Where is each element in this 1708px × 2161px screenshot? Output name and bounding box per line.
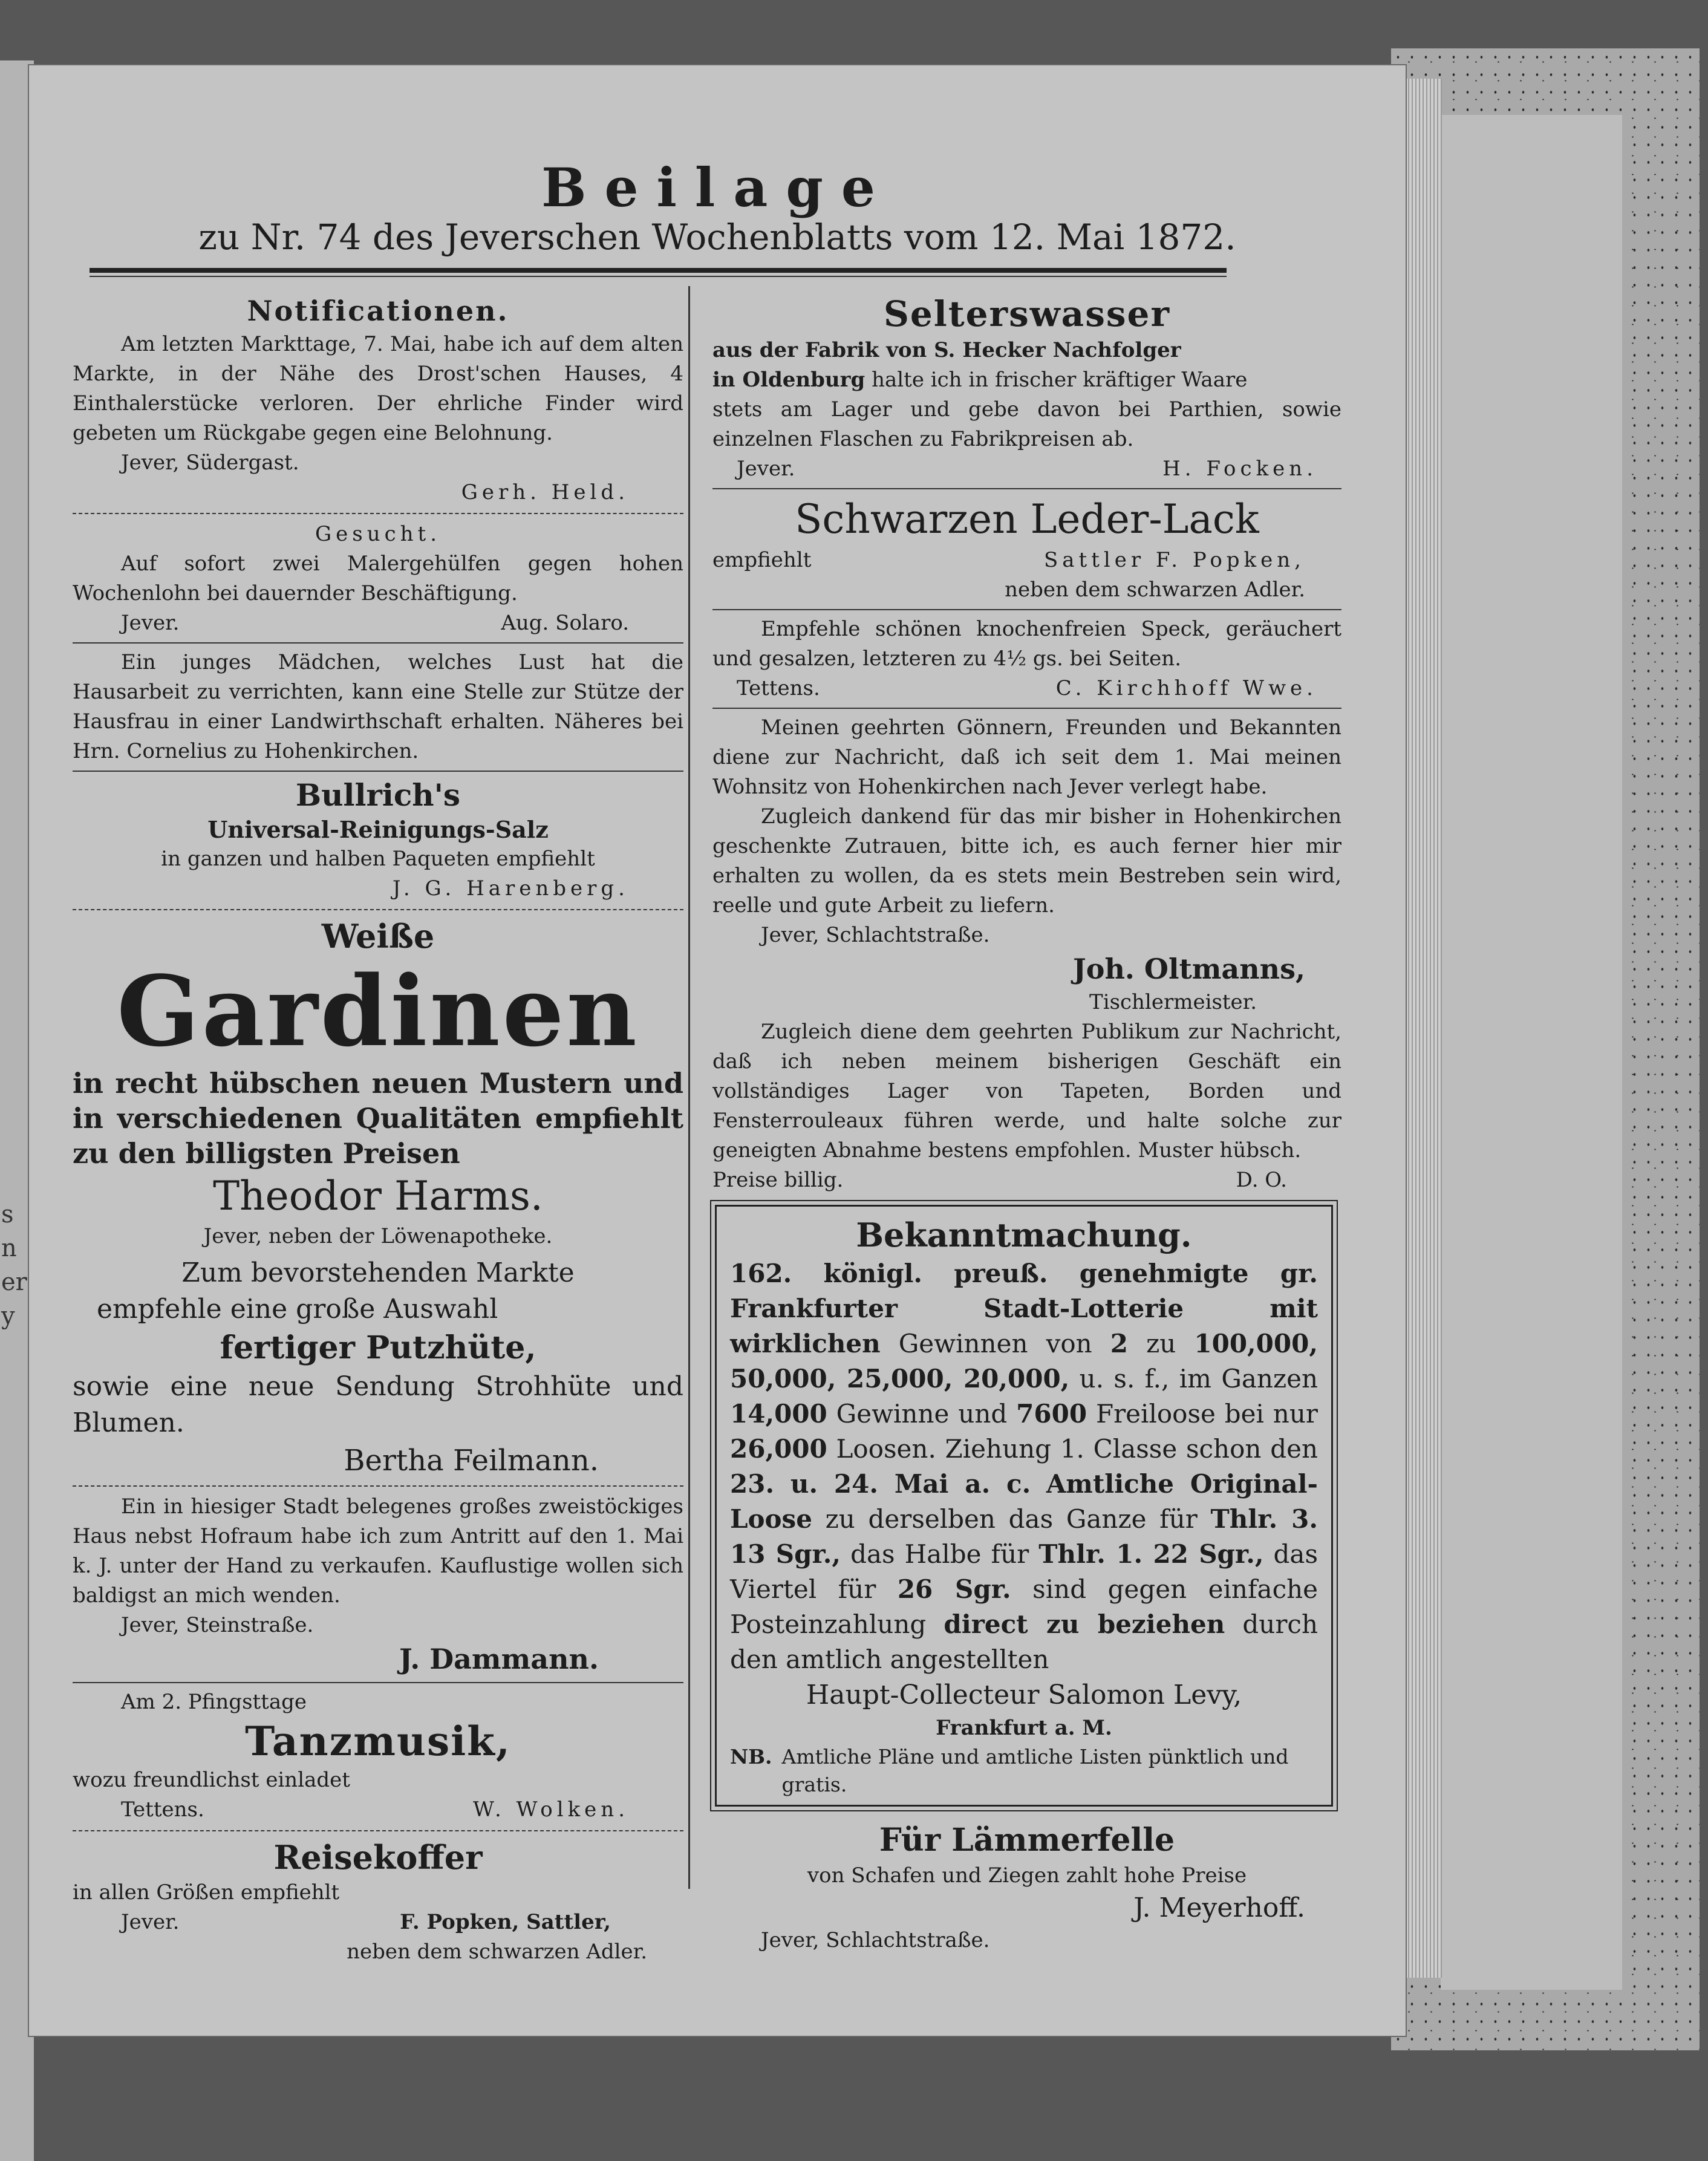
gardinen-body: in recht hübschen neuen Mustern und in verschiedenen Qualitäten empfiehlt zu den billigsten Preisen — [73, 1067, 683, 1170]
reise-place: Jever. — [121, 1910, 180, 1934]
tanz-place: Tettens. — [121, 1798, 204, 1822]
lottery-nb: Amtliche Pläne und amtliche Listen pünktlich und gratis. — [781, 1745, 1289, 1796]
tanz-pre: Am 2. Pfingsttage — [121, 1690, 307, 1714]
tanz-body: wozu freundlichst einladet — [73, 1768, 350, 1792]
gardinen-pre: Weiße — [321, 917, 435, 956]
lottery-text: 26,000 — [730, 1434, 827, 1464]
reise-heading: Reisekoffer — [273, 1838, 483, 1877]
gesucht-ad — [73, 520, 683, 638]
bullrich-signature: J. G. Harenberg. — [392, 876, 629, 901]
header-rule-thin — [90, 276, 1227, 277]
lamm-body: von Schafen und Ziegen zahlt hohe Preise — [807, 1863, 1247, 1888]
lottery-text: Gewinnen von — [898, 1329, 1092, 1358]
ad-separator — [712, 609, 1341, 610]
leder-signature: Sattler F. Popken, — [1043, 548, 1305, 572]
ad-separator — [712, 488, 1341, 489]
bullrich-body: in ganzen und halben Paqueten empfiehlt — [161, 847, 595, 871]
bullrich-product: Universal-Reinigungs-Salz — [207, 816, 549, 843]
house-signature: J. Dammann. — [399, 1643, 599, 1675]
margin-letter: s — [1, 1201, 14, 1228]
maid-body: Ein junges Mädchen, welches Lust hat die Hausarbeit zu verrichten, kann eine Stelle zur Stütze der Hausfrau in einer Landwirthschaft erhalten. Näheres bei Hrn. Cornelius zu Hohenkirchen. — [73, 650, 683, 763]
lamm-place: Jever, Schlachtstraße. — [761, 1928, 990, 1952]
header-rule — [90, 268, 1227, 273]
margin-letter: er — [1, 1268, 27, 1296]
oltmanns-place: Jever, Schlachtstraße. — [761, 923, 990, 947]
oltmanns-signature: Joh. Oltmanns, — [1073, 953, 1305, 985]
margin-letter: y — [1, 1302, 15, 1330]
reise-body: in allen Größen empfiehlt — [73, 1880, 340, 1905]
lottery-nb-label: NB. — [730, 1745, 772, 1768]
speck-body: Empfehle schönen knochenfreien Speck, geräuchert und gesalzen, letzteren zu 4½ gs. bei Seiten. — [712, 617, 1341, 671]
lottery-text: Loosen. Ziehung 1. Classe schon den — [836, 1434, 1318, 1464]
lottery-text: wirklichen — [730, 1329, 881, 1358]
house-body: Ein in hiesiger Stadt belegenes großes zweistöckiges Haus nebst Hofraum habe ich zum Antritt auf den 1. Mai k. J. unter der Hand zu verkaufen. Kauflustige wollen sich baldigst an mich wenden. — [73, 1494, 683, 1608]
putzhuete-ad — [73, 1255, 683, 1480]
tanz-heading: Tanzmusik, — [245, 1718, 511, 1765]
ad-separator — [73, 642, 683, 644]
notifications-heading: Notificationen. — [247, 295, 509, 327]
lottery-text: 7600 — [1016, 1399, 1087, 1429]
selters-heading: Selterswasser — [884, 293, 1170, 334]
leder-address: neben dem schwarzen Adler. — [1005, 578, 1305, 602]
tanz-signature: W. Wolken. — [472, 1798, 629, 1822]
reise-signature: F. Popken, Sattler, — [400, 1910, 611, 1934]
putz-line2: empfehle eine große Auswahl — [97, 1294, 498, 1325]
ad-separator — [73, 1485, 683, 1487]
supplement-subtitle: zu Nr. 74 des Jeverschen Wochenblatts vom 12. Mai 1872. — [198, 217, 1236, 258]
selters-town: in Oldenburg — [712, 368, 865, 392]
ad-separator — [712, 708, 1341, 709]
oltmanns-p2: Zugleich dankend für das mir bisher in Hohenkirchen geschenkte Zutrauen, bitte ich, es auch ferner hier mir erhalten zu wollen, da es stets mein Bestreben sein wird, reelle und gute Arbeit zu liefern. — [712, 804, 1341, 918]
bullrich-ad — [73, 776, 683, 904]
gesucht-heading: Gesucht. — [315, 522, 442, 546]
leder-lack-ad — [712, 494, 1341, 605]
left-column — [73, 292, 683, 1967]
lottery-text: 14,000 — [730, 1399, 827, 1429]
notification-ad — [73, 292, 683, 507]
lottery-text: Amtliche Original-Loose — [730, 1469, 1318, 1534]
house-sale-ad — [73, 1492, 683, 1678]
reise-address: neben dem schwarzen Adler. — [347, 1940, 647, 1964]
speck-place: Tettens. — [737, 676, 820, 700]
ad-separator — [73, 513, 683, 514]
oltmanns-p3-end: Preise billig. — [712, 1168, 844, 1192]
book-cover-inner — [1441, 115, 1622, 1990]
gesucht-body: Auf sofort zwei Malergehülfen gegen hohen Wochenlohn bei dauernder Beschäftigung. — [73, 552, 683, 605]
oltmanns-p3: Zugleich diene dem geehrten Publikum zur Nachricht, daß ich neben meinem bisherigen Geschäft ein vollständiges Lager von Tapeten, Borden und Fensterrouleaux führen werde, und halte solche zur geneigten Abnahme bestens empfohlen. Muster hübsch. — [712, 1020, 1341, 1162]
lottery-prizes: 100,000, 50,000, 25,000, 20,000, — [730, 1329, 1318, 1393]
lottery-text: Gewinne und — [836, 1399, 1008, 1429]
lottery-text: direct zu beziehen — [944, 1609, 1225, 1639]
ad-separator — [73, 909, 683, 910]
speck-signature: C. Kirchhoff Wwe. — [1055, 676, 1317, 700]
notification-body: Am letzten Markttage, 7. Mai, habe ich auf dem alten Markte, in der Nähe des Drost'schen Hauses, 4 Einthalerstücke verloren. Der ehrliche Finder wird gebeten um Rückgabe gegen eine Belohnung. — [73, 332, 683, 445]
lottery-intro: 162. königl. preuß. genehmigte gr. Frankfurter Stadt-Lotterie mit — [730, 1259, 1318, 1323]
supplement-title: Beilage — [541, 156, 893, 219]
newspaper-page — [29, 65, 1406, 2036]
gesucht-place: Jever. — [121, 611, 180, 635]
ad-separator — [73, 1682, 683, 1683]
lottery-text: durch den amtlich angestellten — [730, 1609, 1318, 1674]
oltmanns-initials: D. O. — [1236, 1168, 1287, 1192]
leder-heading: Schwarzen Leder-Lack — [795, 496, 1259, 543]
notification-signature: Gerh. Held. — [461, 480, 629, 504]
putz-heading: fertiger Putzhüte, — [220, 1329, 536, 1366]
lottery-text: zu derselben das Ganze für — [825, 1504, 1198, 1534]
gardinen-address: Jever, neben der Löwenapotheke. — [203, 1224, 553, 1248]
selters-signature: H. Focken. — [1162, 457, 1317, 481]
lamm-heading: Für Lämmerfelle — [879, 1822, 1175, 1859]
tanzmusik-ad — [73, 1687, 683, 1825]
laemmerfelle-ad — [712, 1820, 1341, 1955]
notification-place: Jever, Südergast. — [121, 451, 299, 475]
gardinen-heading: Gardinen — [117, 954, 639, 1068]
lottery-city: Frankfurt a. M. — [936, 1716, 1112, 1740]
lottery-collector: Haupt-Collecteur Salomon Levy, — [806, 1680, 1242, 1710]
maid-ad — [73, 648, 683, 766]
bullrich-heading: Bullrich's — [295, 777, 461, 813]
lottery-price: 26 Sgr. — [897, 1574, 1011, 1604]
gesucht-signature: Aug. Solaro. — [501, 611, 629, 635]
speck-ad — [712, 614, 1341, 703]
lottery-price: Thlr. 1. 22 Sgr., — [1038, 1539, 1264, 1569]
lottery-text: sind gegen einfache Posteinzahlung — [730, 1574, 1318, 1639]
oltmanns-p1: Meinen geehrten Gönnern, Freunden und Bekannten diene zur Nachricht, daß ich seit dem 1. Mai meinen Wohnsitz von Hohenkirchen nach Jever verlegt habe. — [712, 715, 1341, 799]
ad-separator — [73, 1830, 683, 1831]
lottery-text: das Halbe für — [850, 1539, 1029, 1569]
lottery-heading: Bekanntmachung. — [856, 1216, 1192, 1254]
gardinen-signature: Theodor Harms. — [213, 1173, 543, 1219]
lottery-text: 2 — [1110, 1329, 1128, 1358]
lottery-price: Thlr. 3. 13 Sgr., — [730, 1504, 1318, 1569]
selters-line2: halte ich in frischer kräftiger Waare — [872, 368, 1248, 392]
right-column — [712, 292, 1341, 1955]
putz-body: sowie eine neue Sendung Strohhüte und Blumen. — [73, 1371, 683, 1438]
lottery-dates: 23. u. 24. Mai a. c. — [730, 1469, 1031, 1499]
margin-letter: n — [1, 1234, 17, 1262]
selters-line1: aus der Fabrik von S. Hecker Nachfolger — [712, 338, 1181, 362]
selterswasser-ad — [712, 292, 1341, 484]
lottery-text: das Viertel für — [730, 1539, 1318, 1604]
lottery-text: zu — [1146, 1329, 1176, 1358]
lamm-signature: J. Meyerhoff. — [1133, 1892, 1305, 1923]
gardinen-ad — [73, 916, 683, 1251]
lottery-text: u. s. f., im Ganzen — [1079, 1364, 1318, 1393]
putz-signature: Bertha Feilmann. — [344, 1444, 599, 1478]
reisekoffer-ad — [73, 1837, 683, 1967]
putz-line1: Zum bevorstehenden Markte — [181, 1257, 575, 1288]
oltmanns-ad — [712, 713, 1341, 1195]
house-place: Jever, Steinstraße. — [121, 1613, 314, 1637]
oltmanns-title: Tischlermeister. — [1089, 990, 1257, 1014]
selters-place: Jever. — [737, 457, 795, 481]
ad-separator — [73, 771, 683, 772]
previous-page-letters — [1, 1198, 25, 1333]
leder-lead: empfiehlt — [712, 548, 812, 572]
lottery-text: Freiloose bei nur — [1095, 1399, 1318, 1429]
lottery-box — [715, 1205, 1333, 1807]
selters-body: stets am Lager und gebe davon bei Parthien, sowie einzelnen Flaschen zu Fabrikpreisen ab. — [712, 397, 1341, 451]
column-divider — [688, 286, 690, 1889]
